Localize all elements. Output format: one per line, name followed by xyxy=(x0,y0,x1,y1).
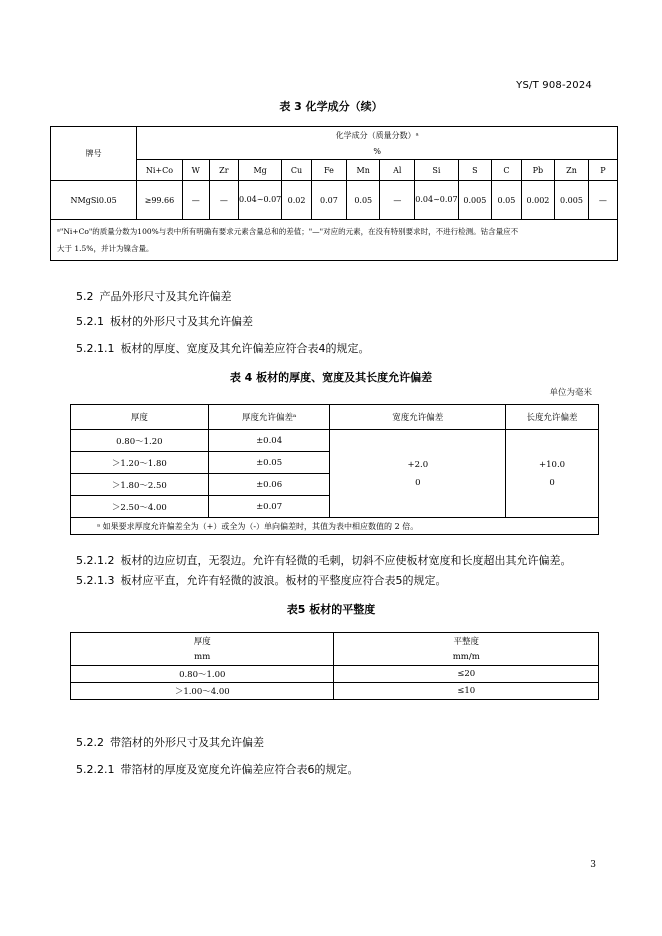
table3-header-grade: 牌号 xyxy=(51,127,137,181)
table3-value-cell: ≥99.66 xyxy=(137,181,182,220)
table3-element-header: Mn xyxy=(347,160,380,181)
table5-header-thickness-unit: mm xyxy=(71,649,334,666)
table3-element-header: C xyxy=(492,160,522,181)
table3-value-cell: 0.02 xyxy=(282,181,312,220)
table4-width-tolerance xyxy=(330,430,506,518)
section-5-2-heading: 5.2 产品外形尺寸及其允许偏差 xyxy=(76,290,232,303)
table4-caption: 表 4 板材的厚度、宽度及其长度允许偏差 xyxy=(229,371,433,384)
table3-value-cell: — xyxy=(209,181,238,220)
table3-value-cell: — xyxy=(588,181,617,220)
table3-element-header: Si xyxy=(415,160,458,181)
table5-flatness-cell: ≤20 xyxy=(334,666,599,683)
table4-header-thickness: 厚度 xyxy=(71,405,209,430)
table5-flatness-cell: ≤10 xyxy=(334,683,599,700)
table3-element-header: W xyxy=(182,160,209,181)
table3-value-cell: 0.002 xyxy=(521,181,555,220)
table4-thickness-cell: 0.80～1.20 xyxy=(71,430,209,452)
table3-element-header: S xyxy=(458,160,492,181)
table3-footnote-line2: 大于 1.5%，并计为镍含量。 xyxy=(57,244,154,253)
table5-thickness-cell: ＞1.00～4.00 xyxy=(71,683,334,700)
table3-element-header: Cu xyxy=(282,160,312,181)
table4-footnote: ᵃ 如果要求厚度允许偏差全为（+）或全为（-）单向偏差时，其值为表中相应数值的 2 倍。 xyxy=(71,518,599,535)
table3-grade-cell: NMgSi0.05 xyxy=(51,181,137,220)
section-5-2-1-3-text: 5.2.1.3 板材应平直，允许有轻微的波浪。板材的平整度应符合表5的规定。 xyxy=(76,574,447,587)
table3-value-cell: 0.07 xyxy=(311,181,346,220)
table3-element-header: Mg xyxy=(238,160,281,181)
table3-mg-range: 0.04~0.07 xyxy=(238,195,282,204)
section-5-2-2-1-text: 5.2.2.1 带箔材的厚度及宽度允许偏差应符合表6的规定。 xyxy=(76,763,359,776)
section-5-2-2-heading: 5.2.2 带箔材的外形尺寸及其允许偏差 xyxy=(76,736,264,749)
table3-caption: 表 3 化学成分（续） xyxy=(279,100,383,113)
table3-value-cell xyxy=(415,181,458,220)
table3-value-cell: 0.05 xyxy=(492,181,522,220)
standard-code: YS/T 908-2024 xyxy=(516,80,592,91)
table3-value-cell xyxy=(238,181,281,220)
table3-element-header: Fe xyxy=(311,160,346,181)
table3-footnote-line1: ᵃ"Ni+Co"的质量分数为100%与表中所有明确有要求元素含量总和的差值；"—"对应的元素，在没有特别要求时，不进行检测。钴含量应不 xyxy=(57,227,519,236)
table5-sheet-flatness xyxy=(70,632,599,700)
table3-element-header: Ni+Co xyxy=(137,160,182,181)
table4-tolerance-cell: ±0.07 xyxy=(208,496,330,518)
table4-unit: 单位为毫米 xyxy=(549,388,592,398)
table3-element-header: Zr xyxy=(209,160,238,181)
section-5-2-1-heading: 5.2.1 板材的外形尺寸及其允许偏差 xyxy=(76,315,253,328)
table5-caption: 表5 板材的平整度 xyxy=(286,603,376,616)
table3-header-composition: 化学成分（质量分数）ᵃ xyxy=(137,127,618,144)
table5-header-flatness-unit: mm/m xyxy=(334,649,599,666)
table4-thickness-cell: ＞2.50～4.00 xyxy=(71,496,209,518)
section-5-2-1-1-text: 5.2.1.1 板材的厚度、宽度及其允许偏差应符合表4的规定。 xyxy=(76,342,370,355)
table4-tolerance-cell: ±0.04 xyxy=(208,430,330,452)
table3-value-cell: 0.005 xyxy=(555,181,589,220)
table3-element-header: Zn xyxy=(555,160,589,181)
table3-element-header: Pb xyxy=(521,160,555,181)
table3-value-cell: 0.005 xyxy=(458,181,492,220)
section-5-2-1-2-text: 5.2.1.2 板材的边应切直，无裂边。允许有轻微的毛刺，切斜不应使板材宽度和长度超出其允许偏差。 xyxy=(76,554,572,567)
table4-thickness-cell: ＞1.20～1.80 xyxy=(71,452,209,474)
width-tol-lower: 0 xyxy=(415,477,421,488)
table4-tolerance-cell: ±0.05 xyxy=(208,452,330,474)
table3-value-cell: — xyxy=(182,181,209,220)
table5-header-flatness: 平整度 xyxy=(334,633,599,650)
length-tol-upper: +10.0 xyxy=(539,459,566,470)
table4-header-length-tol: 长度允许偏差 xyxy=(506,405,599,430)
table4-thickness-cell: ＞1.80～2.50 xyxy=(71,474,209,496)
length-tol-lower: 0 xyxy=(549,477,555,488)
table4-length-tolerance xyxy=(506,430,599,518)
table3-value-cell: — xyxy=(380,181,415,220)
table4-sheet-tolerances xyxy=(70,404,599,535)
table3-si-range: 0.04~0.07 xyxy=(415,195,458,204)
table4-header-thickness-tol: 厚度允许偏差ᵃ xyxy=(208,405,330,430)
page-number: 3 xyxy=(590,860,596,870)
table5-thickness-cell: 0.80～1.00 xyxy=(71,666,334,683)
table3-element-header: P xyxy=(588,160,617,181)
table3-chemical-composition xyxy=(50,126,618,261)
table3-header-unit: % xyxy=(137,143,618,160)
table3-value-cell: 0.05 xyxy=(347,181,380,220)
table4-header-width-tol: 宽度允许偏差 xyxy=(330,405,506,430)
table4-tolerance-cell: ±0.06 xyxy=(208,474,330,496)
table3-element-header: Al xyxy=(380,160,415,181)
table3-footnote xyxy=(51,220,618,261)
table5-header-thickness: 厚度 xyxy=(71,633,334,650)
width-tol-upper: +2.0 xyxy=(407,459,429,470)
